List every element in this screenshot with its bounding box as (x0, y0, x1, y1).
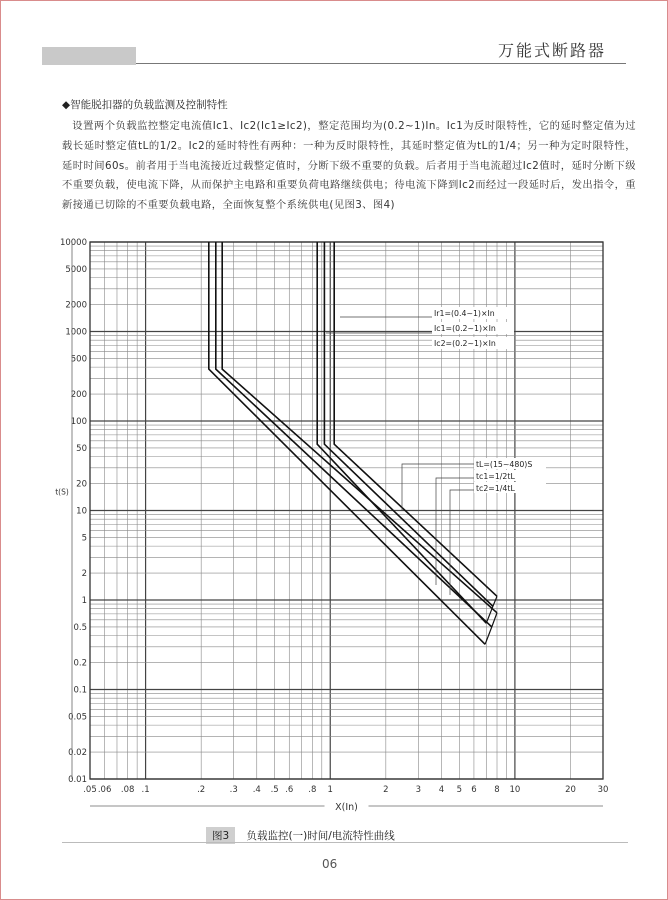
band-label: Ic1=(0.2~1)×In (434, 324, 496, 333)
x-tick-label: 1 (327, 785, 333, 795)
curve-high-band-1 (317, 242, 486, 623)
y-tick-label: 50 (76, 443, 87, 454)
y-tick-label: 0.5 (73, 622, 87, 633)
y-axis-title: t(S) (55, 487, 69, 497)
figure-caption-text: 负载监控(一)时间/电流特性曲线 (246, 830, 395, 842)
y-tick-label: 100 (70, 417, 87, 427)
section-title: ◆智能脱扣器的负载监测及控制特性 (62, 99, 228, 111)
curve-low-band-1 (209, 242, 485, 644)
x-tick-label: 8 (494, 785, 500, 795)
y-tick-label: 0.2 (73, 658, 87, 669)
x-tick-label: .3 (229, 785, 238, 795)
page-number: 06 (322, 857, 338, 871)
x-tick-label: .8 (308, 785, 317, 795)
x-axis-title: X(In) (335, 802, 358, 813)
curve-low-band-2 (216, 242, 492, 627)
x-tick-label: .05 (83, 785, 97, 795)
section-paragraph: 设置两个负载监控整定电流值Ic1、Ic2(Ic1≥Ic2)，整定范围均为(0.2~1)In。Ic1为反时限特性，它的延时整定值为过载长延时整定值tL的1/2。Ic2的延时特性有两种：一种为反时限特性，其延时整定值为tL的1/4；另一种为定时限特性，延时时间60s。前者用于当电流接近过载整定值时，分断下级不重要的负载。后者用于当电流超过Ic2值时，延时分断下级不重要负载，使电流下降，从而保护主电路和重要负荷电路继续供电；待电流下降到Ic2而经过一段延时后，发出指令，重新接通已切除的不重要负载电路，全面恢复整个系统供电(见图3、图4) (62, 120, 636, 212)
curve-end-cap (485, 613, 497, 645)
x-tick-label: .2 (197, 785, 206, 795)
figure-number: 图3 (206, 827, 235, 844)
y-tick-label: 200 (70, 390, 87, 401)
y-tick-label: 500 (70, 354, 87, 365)
x-tick-label: 30 (597, 785, 609, 795)
x-tick-label: 3 (415, 785, 422, 795)
y-tick-label: 2 (81, 569, 87, 580)
y-tick-label: 0.05 (68, 712, 87, 723)
y-tick-label: 0.1 (73, 685, 87, 696)
curve-leader (402, 464, 474, 510)
y-tick-label: 10 (76, 506, 87, 517)
x-tick-label: .5 (270, 785, 279, 795)
curve-label: tL=(15~480)S (476, 460, 533, 469)
curve-label: tc1=1/2tL (476, 472, 515, 481)
y-tick-label: 10000 (59, 238, 87, 248)
x-tick-label: .4 (252, 785, 261, 795)
band-label: Ir1=(0.4~1)×In (434, 309, 495, 318)
y-tick-label: 2000 (65, 300, 87, 311)
curve-high-band-2 (324, 242, 493, 606)
x-tick-label: 6 (471, 785, 477, 795)
x-tick-label: .1 (141, 785, 150, 795)
y-tick-label: 1000 (65, 327, 87, 338)
x-tick-label: 4 (438, 785, 445, 795)
y-tick-label: 5000 (65, 264, 87, 275)
chart-grid (90, 242, 603, 779)
curve-leader (450, 490, 474, 595)
band-label: Ic2=(0.2~1)×In (434, 339, 496, 348)
x-tick-label: .08 (120, 785, 135, 795)
x-tick-label: 10 (509, 785, 521, 795)
curve-label: tc2=1/4tL (476, 484, 515, 493)
x-tick-label: .6 (285, 785, 294, 795)
x-tick-label: .06 (97, 785, 112, 795)
y-tick-label: 5 (81, 533, 87, 544)
y-tick-label: 0.02 (68, 748, 87, 759)
chart-labels (55, 238, 608, 813)
curve-high-band-3 (334, 242, 497, 596)
y-tick-label: 1 (81, 596, 87, 606)
y-tick-label: 0.01 (68, 775, 87, 785)
footer-rule (62, 842, 628, 843)
chart-curves (209, 242, 497, 644)
header-title: 万能式断路器 (497, 41, 606, 60)
y-tick-label: 20 (76, 479, 87, 490)
x-tick-label: 20 (565, 785, 576, 795)
x-tick-label: 5 (456, 785, 463, 795)
x-tick-label: 2 (383, 785, 389, 795)
